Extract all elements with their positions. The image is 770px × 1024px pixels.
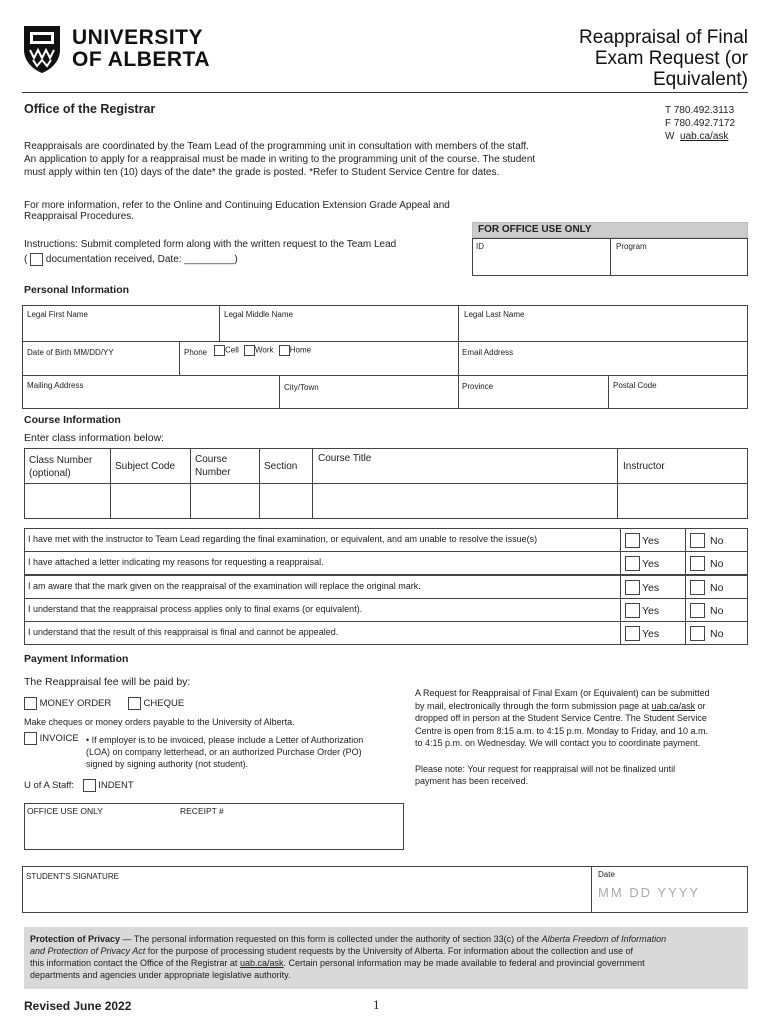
last-name-label: Legal Last Name: [464, 310, 525, 319]
web-prefix: W: [665, 131, 675, 142]
fax-number: F 780.492.7172: [665, 118, 736, 129]
statement-yes-checkbox[interactable]: [625, 533, 640, 548]
col-instructor-label: Instructor: [623, 461, 665, 472]
statement-yes-label: Yes: [642, 558, 660, 570]
postal-code-label: Postal Code: [613, 381, 657, 390]
invoice-label: INVOICE: [39, 733, 79, 745]
invoice-detail-3: signed by signing authority (not student).: [86, 759, 249, 769]
city-label: City/Town: [284, 383, 319, 392]
web-link[interactable]: uab.ca/ask: [680, 131, 729, 142]
form-title-line-2: Exam Request (or: [594, 48, 748, 69]
privacy-act-name-1: Alberta Freedom of Information: [541, 934, 667, 944]
middle-name-label: Legal Middle Name: [224, 310, 293, 319]
statement-text: I have met with the instructor to Team Lead regarding the final examination, or equivalent, and am unable to resolve the issue(s): [28, 534, 538, 544]
cell-label: Cell: [225, 345, 239, 355]
course-number-input[interactable]: [190, 483, 260, 519]
statement-row: [24, 528, 748, 552]
first-name-label: Legal First Name: [27, 310, 88, 319]
privacy-notice: [24, 927, 748, 989]
payable-note: Make cheques or money orders payable to the University of Alberta.: [24, 717, 295, 727]
statement-yes-cell: [620, 575, 686, 599]
cheque-checkbox[interactable]: [128, 697, 141, 710]
home-label: Home: [289, 345, 312, 355]
invoice-option: [24, 732, 79, 745]
statement-no-checkbox[interactable]: [690, 556, 705, 571]
statement-text-cell: [24, 528, 621, 552]
indent-checkbox[interactable]: [83, 779, 96, 792]
header-divider: [22, 92, 748, 93]
staff-option: [24, 779, 134, 792]
submission-link[interactable]: uab.ca/ask: [651, 700, 696, 711]
phone-number: T 780.492.3113: [665, 105, 735, 116]
statement-yes-label: Yes: [642, 582, 660, 594]
mailing-address-label: Mailing Address: [27, 381, 84, 390]
privacy-line-1: [30, 933, 742, 945]
date-placeholder: MM DD YYYY: [598, 885, 701, 900]
middle-name-field[interactable]: [219, 305, 459, 342]
office-id-field[interactable]: [472, 238, 611, 276]
payment-office-use-label: OFFICE USE ONLY: [27, 806, 103, 816]
web-address: [665, 130, 735, 143]
statement-no-cell: [685, 551, 748, 575]
work-label: Work: [255, 345, 274, 355]
col-course-label: Course: [195, 454, 228, 465]
statement-yes-cell: [620, 621, 686, 645]
submission-line-2-end: or: [695, 700, 706, 711]
invoice-details: [86, 734, 363, 770]
intro-line-2: An application to apply for a reappraisal must be made in writing to the programming unit of the course. The student: [24, 154, 536, 165]
logo-line-1: UNIVERSITY: [72, 26, 204, 49]
statement-yes-label: Yes: [642, 535, 660, 547]
office-name: Office of the Registrar: [24, 102, 156, 116]
form-title-line-1: Reappraisal of Final: [579, 27, 748, 48]
statement-yes-cell: [620, 598, 686, 622]
email-label: Email Address: [462, 348, 514, 357]
statement-yes-label: Yes: [642, 605, 660, 617]
date-label: Date: [598, 870, 615, 879]
intro-line-3: must apply within ten (10) days of the date* the grade is posted. *Refer to Student Service Centre for dates.: [24, 167, 500, 178]
office-use-header: [472, 222, 748, 238]
cheque-label: CHEQUE: [143, 698, 185, 710]
indent-label: INDENT: [98, 780, 134, 792]
money-order-label: MONEY ORDER: [39, 698, 112, 710]
more-info-paragraph: [24, 200, 450, 222]
form-title: [488, 27, 748, 90]
statement-yes-cell: [620, 551, 686, 575]
class-number-input[interactable]: [24, 483, 111, 519]
privacy-line-3: [30, 957, 742, 969]
statement-no-checkbox[interactable]: [690, 533, 705, 548]
privacy-line-2: [30, 945, 742, 957]
statement-text: I have attached a letter indicating my reasons for requesting a reappraisal.: [28, 557, 324, 567]
col-instructor: [617, 448, 748, 484]
statement-no-cell: [685, 528, 748, 552]
university-crest-icon: [22, 24, 62, 74]
statement-text-cell: [24, 551, 621, 575]
privacy-line-4: departments and agencies under appropriate legislative authority.: [30, 970, 291, 980]
col-section-label: Section: [264, 461, 298, 472]
privacy-line-2-text: for the purpose of processing student requests by the University of Alberta. For information about the collection and use of: [145, 946, 634, 956]
privacy-title: Protection of Privacy: [30, 934, 121, 944]
signature-label: STUDENT'S SIGNATURE: [26, 872, 119, 881]
city-field[interactable]: [279, 375, 459, 409]
payment-note: [415, 763, 675, 787]
office-program-label: Program: [616, 242, 647, 251]
statement-row: [24, 621, 748, 645]
home-checkbox[interactable]: [279, 345, 290, 356]
instructor-input[interactable]: [617, 483, 748, 519]
statement-no-label: No: [710, 605, 724, 617]
signature-field[interactable]: [22, 866, 592, 913]
col-class-number-label: Class Number: [29, 455, 93, 466]
statement-text-cell: [24, 598, 621, 622]
statement-yes-label: Yes: [642, 628, 660, 640]
submission-line-2: [415, 700, 710, 713]
phone-field[interactable]: [179, 341, 459, 376]
statement-no-cell: [685, 575, 748, 599]
privacy-link[interactable]: uab.ca/ask: [239, 958, 284, 968]
course-info-subheading: Enter class information below:: [24, 432, 165, 444]
invoice-checkbox[interactable]: [24, 732, 37, 745]
statement-yes-cell: [620, 528, 686, 552]
office-id-label: ID: [476, 242, 484, 251]
payment-method-row: [24, 697, 184, 710]
col-number-label: Number: [195, 467, 231, 478]
col-course-title: [312, 448, 618, 484]
work-checkbox[interactable]: [244, 345, 255, 356]
instructions: [24, 237, 396, 267]
submission-line-5: to 4:15 p.m. on Wednesday. We will contact you to coordinate payment.: [415, 738, 701, 748]
statement-no-checkbox[interactable]: [690, 626, 705, 641]
cell-checkbox[interactable]: [214, 345, 225, 356]
statement-row: [24, 575, 748, 599]
payment-note-line-1: Please note: Your request for reappraisal will not be finalized until: [415, 764, 676, 774]
section-input[interactable]: [259, 483, 313, 519]
col-course-title-label: Course Title: [318, 453, 372, 464]
col-class-number-optional: (optional): [29, 468, 71, 479]
statement-yes-checkbox[interactable]: [625, 580, 640, 595]
office-program-field[interactable]: [610, 238, 748, 276]
payment-office-use-box[interactable]: [24, 803, 404, 850]
privacy-line-3-end: . Certain personal information may be made available to federal and provincial government: [283, 958, 645, 968]
form-title-line-3: Equivalent): [652, 69, 748, 90]
submission-info: [415, 687, 710, 750]
personal-info-heading: Personal Information: [24, 284, 130, 296]
col-course-number: [190, 448, 260, 484]
submission-line-3: dropped off in person at the Student Service Centre. The Student Service: [415, 713, 707, 723]
subject-code-input[interactable]: [110, 483, 191, 519]
privacy-act-name-2: and Protection of Privacy Act: [30, 946, 146, 956]
statement-no-cell: [685, 598, 748, 622]
money-order-checkbox[interactable]: [24, 697, 37, 710]
receipt-label: RECEIPT #: [180, 806, 224, 816]
documentation-checkbox[interactable]: [30, 253, 43, 266]
payment-fee-text: The Reappraisal fee will be paid by:: [24, 676, 191, 688]
statement-yes-checkbox[interactable]: [625, 556, 640, 571]
contact-block: [665, 104, 735, 143]
more-info-line-2: Reappraisal Procedures.: [24, 211, 135, 222]
col-subject-code: [110, 448, 191, 484]
statement-no-label: No: [710, 582, 724, 594]
instructions-paren: (: [24, 254, 28, 265]
mailing-address-field[interactable]: [22, 375, 280, 409]
last-name-field[interactable]: [458, 305, 748, 342]
statement-no-label: No: [710, 628, 724, 640]
payment-note-line-2: payment has been received.: [415, 776, 529, 786]
statement-text-cell: [24, 621, 621, 645]
statement-text: I understand that the reappraisal process applies only to final exams (or equivalent).: [28, 604, 363, 614]
submission-line-1: A Request for Reappraisal of Final Exam (or Equivalent) can be submitted: [415, 688, 710, 698]
phone-label: Phone: [184, 348, 208, 357]
staff-label: U of A Staff:: [24, 780, 74, 792]
payment-heading: Payment Information: [24, 653, 129, 665]
province-field[interactable]: [458, 375, 609, 409]
signature-date-field[interactable]: [591, 866, 748, 913]
statement-row: [24, 551, 748, 575]
statement-text: I am aware that the mark given on the reappraisal of the examination will replace the original mark.: [28, 581, 421, 591]
course-title-input[interactable]: [312, 483, 618, 519]
dob-label: Date of Birth MM/DD/YY: [27, 348, 114, 357]
revised-date: Revised June 2022: [24, 999, 132, 1013]
col-section: [259, 448, 313, 484]
privacy-line-1-text: — The personal information requested on this form is collected under the authority of section 33(c) of the: [120, 934, 542, 944]
phone-type-options: [214, 345, 311, 356]
instructions-line-2: [24, 252, 396, 267]
statement-no-checkbox[interactable]: [690, 580, 705, 595]
course-info-heading: Course Information: [24, 414, 121, 426]
instructions-date-text: documentation received, Date: _________): [45, 254, 238, 265]
statement-yes-checkbox[interactable]: [625, 626, 640, 641]
university-logo: [22, 24, 222, 76]
statement-text-cell: [24, 575, 621, 599]
first-name-field[interactable]: [22, 305, 220, 342]
statement-no-checkbox[interactable]: [690, 603, 705, 618]
dob-field[interactable]: [22, 341, 180, 376]
invoice-detail-2: (LOA) on company letterhead, or an authorized Purchase Order (PO): [86, 747, 362, 757]
more-info-line-1: For more information, refer to the Online and Continuing Education Extension Grade Appeal and: [24, 200, 450, 211]
statement-row: [24, 598, 748, 622]
invoice-detail-1: • If employer is to be invoiced, please include a Letter of Authorization: [86, 735, 364, 745]
statement-yes-checkbox[interactable]: [625, 603, 640, 618]
statement-no-cell: [685, 621, 748, 645]
col-subject-code-label: Subject Code: [115, 461, 176, 472]
email-field[interactable]: [458, 341, 748, 376]
intro-line-1: Reappraisals are coordinated by the Team Lead of the programming unit in consultation with members of the staff.: [24, 141, 529, 152]
province-label: Province: [462, 382, 494, 391]
statement-no-label: No: [710, 535, 724, 547]
statement-text: I understand that the result of this reappraisal is final and cannot be appealed.: [28, 627, 339, 637]
submission-line-2-text: by mail, electronically through the form submission page at: [415, 700, 652, 711]
instructions-line-1: Instructions: Submit completed form along with the written request to the Team Lead: [24, 239, 397, 250]
submission-line-4: Centre is open from 8:15 a.m. to 4:15 p.m. Monday to Friday, and 10 a.m.: [415, 725, 708, 736]
page-number: 1: [373, 997, 380, 1012]
col-class-number: [24, 448, 111, 484]
privacy-line-3-text: this information contact the Office of the Registrar at: [30, 958, 240, 968]
intro-paragraph: [24, 140, 535, 179]
statement-no-label: No: [710, 558, 724, 570]
office-use-title: FOR OFFICE USE ONLY: [478, 224, 592, 235]
postal-code-field[interactable]: [608, 375, 748, 409]
logo-line-2: OF ALBERTA: [72, 48, 210, 71]
